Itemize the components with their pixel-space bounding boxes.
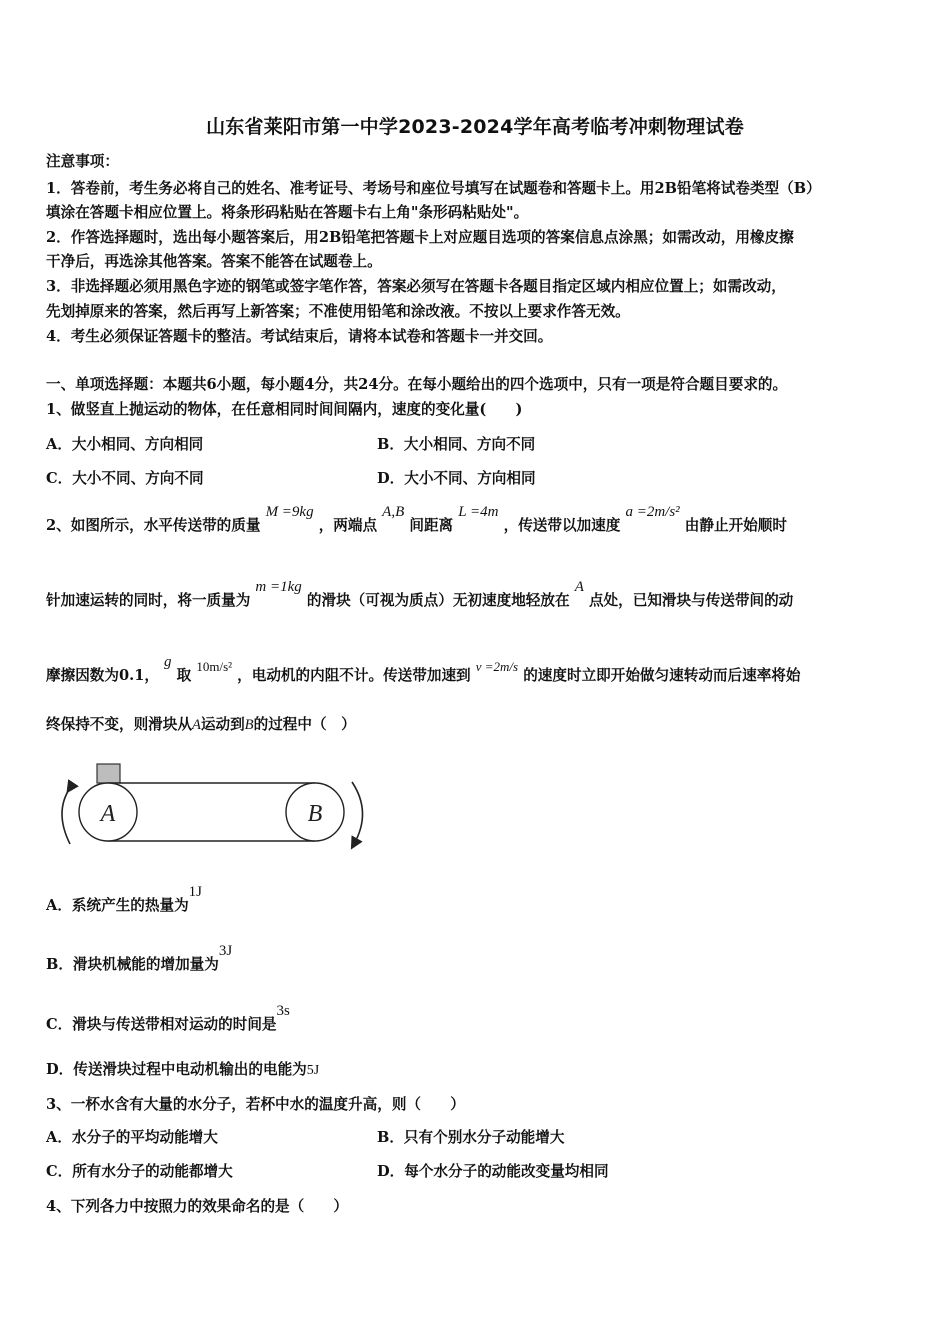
q2-line-1: [46, 504, 787, 536]
q3-option-c: C．所有水分子的动能都增大: [46, 1163, 233, 1180]
q2-text: 由静止开始顺时: [684, 517, 787, 534]
notice-line-6: 先划掉原来的答案，然后再写上新答案；不准使用铅笔和涂改液。不按以上要求作答无效。: [46, 303, 630, 320]
q2-label-b: B: [244, 717, 254, 733]
q3-stem: 3、一杯水含有大量的水分子，若杯中水的温度升高，则（ ）: [46, 1096, 465, 1113]
q4-stem: 4、下列各力中按照力的效果命名的是（ ）: [46, 1198, 349, 1215]
q2-text: 取: [176, 667, 192, 684]
page-title: 山东省莱阳市第一中学2023-2024学年高考临考冲刺物理试卷: [206, 116, 744, 138]
q2-text: 点处，已知滑块与传送带间的动: [588, 592, 794, 609]
q2-option-c-value: 3s: [276, 1003, 290, 1019]
q2-line-4: [46, 715, 356, 735]
section-heading: 一、单项选择题：本题共6小题，每小题4分，共24分。在每小题给出的四个选项中，只有一项是符合题目要求的。: [46, 376, 788, 393]
q2-option-a: [46, 884, 203, 916]
q2-option-b: [46, 943, 233, 975]
q2-text: 间距离: [409, 517, 454, 534]
q2-option-b-value: 3J: [218, 943, 233, 959]
q2-line-3: [46, 654, 801, 686]
q2-text: ，电动机的内阻不计。传送带加速到: [237, 667, 471, 684]
notice-line-5: 3．非选择题必须用黑色字迹的钢笔或签字笔作答，答案必须写在答题卡各题目指定区域内相应位置上；如需改动，: [46, 278, 786, 295]
notice-line-3: 2．作答选择题时，选出每小题答案后，用2B铅笔把答题卡上对应题目选项的答案信息点涂黑；如需改动，用橡皮擦: [46, 229, 794, 246]
notice-heading: 注意事项：: [46, 153, 119, 170]
q2-text: ，传送带以加速度: [503, 517, 621, 534]
q2-option-a-text: A．系统产生的热量为: [46, 897, 189, 914]
q2-text: 2、如图所示，水平传送带的质量: [46, 517, 261, 534]
q2-gravity-symbol: g: [164, 654, 172, 670]
q2-option-a-value: 1J: [188, 884, 203, 900]
q2-mass-block: m =1kg: [255, 579, 302, 595]
q2-text: 的滑块（可视为质点）无初速度地轻放在: [306, 592, 570, 609]
q1-option-c: C．大小不同、方向不同: [46, 470, 204, 487]
q1-stem: 1、做竖直上抛运动的物体，在任意相同时间间隔内，速度的变化量( ): [46, 401, 523, 418]
rotation-arrow-left-icon: [62, 788, 70, 844]
notice-line-7: 4．考生必须保证答题卡的整洁。考试结束后，请将本试卷和答题卡一并交回。: [46, 328, 553, 345]
q2-option-d: [46, 1060, 319, 1081]
notice-line-2: 填涂在答题卡相应位置上。将条形码粘贴在答题卡右上角"条形码粘贴处"。: [46, 204, 529, 221]
q2-speed: v =2m/s: [475, 659, 519, 674]
q2-option-c-text: C．滑块与传送带相对运动的时间是: [46, 1016, 277, 1033]
q2-text: ，两端点: [318, 517, 378, 534]
q2-gravity-value: 10m/s²: [196, 659, 233, 674]
q2-line-2: [46, 579, 794, 611]
q2-text: 终保持不变，则滑块从: [46, 716, 192, 733]
q2-text: 的过程中（ ）: [253, 716, 356, 733]
q1-option-d: D．大小不同、方向相同: [377, 470, 536, 487]
pulley-b-label: B: [307, 801, 323, 827]
q2-option-d-text: D．传送滑块过程中电动机输出的电能为: [46, 1061, 307, 1078]
q2-option-d-value: 5J: [306, 1063, 320, 1078]
q2-text: 摩擦因数为0.1，: [46, 667, 159, 684]
q2-acceleration: a =2m/s²: [625, 504, 680, 520]
q1-option-a: A．大小相同、方向相同: [46, 436, 204, 453]
q3-option-b: B．只有个别水分子动能增大: [377, 1129, 565, 1146]
notice-line-1: 1．答卷前，考生务必将自己的姓名、准考证号、考场号和座位号填写在试题卷和答题卡上。用2B铅笔将试卷类型（B）: [46, 180, 821, 197]
notice-line-4: 干净后，再选涂其他答案。答案不能答在试题卷上。: [46, 253, 382, 270]
conveyor-belt-figure: [52, 760, 374, 854]
q2-option-c: [46, 1003, 290, 1035]
slider-block: [97, 764, 120, 783]
q2-length: L =4m: [458, 504, 499, 520]
rotation-arrow-right-icon: [352, 782, 363, 844]
q2-points-ab: A,B: [382, 504, 405, 520]
q3-option-a: A．水分子的平均动能增大: [46, 1129, 218, 1146]
q2-point-a: A: [574, 579, 584, 595]
q2-text: 针加速运转的同时，将一质量为: [46, 592, 251, 609]
q1-option-b: B．大小相同、方向不同: [377, 436, 536, 453]
q2-option-b-text: B．滑块机械能的增加量为: [46, 956, 219, 973]
q2-label-a: A: [191, 717, 201, 733]
q2-text: 运动到: [200, 716, 245, 733]
pulley-a-label: A: [100, 801, 116, 827]
q2-text: 的速度时立即开始做匀速转动而后速率将始: [523, 667, 801, 684]
q3-option-d: D．每个水分子的动能改变量均相同: [377, 1163, 609, 1180]
q2-mass-belt: M =9kg: [265, 504, 314, 520]
